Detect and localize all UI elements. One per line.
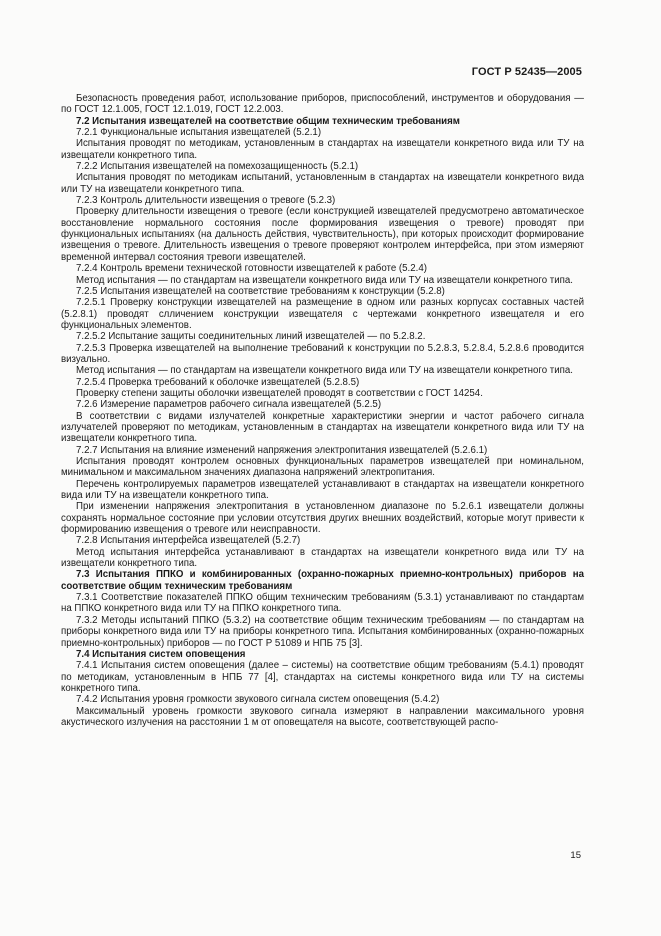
section-heading: 7.4 Испытания систем оповещения <box>76 648 246 660</box>
page-number: 15 <box>570 850 581 861</box>
paragraph: 7.4.2 Испытания уровня громкости звукового сигнала систем оповещения (5.4.2) <box>76 694 440 706</box>
paragraph: При изменении напряжения электропитания в установленном диапазоне по 5.2.6.1 извещатели должны сохранять нормальное состояние при условии отсутствия других внешних воздействий, которые могут привести к формированию извещения о тревоге или неисправности. <box>61 501 584 536</box>
paragraph: 7.2.1 Функциональные испытания извещателей (5.2.1) <box>76 127 322 139</box>
paragraph: Испытания проводят по методикам испытаний, установленным в стандартах на извещатели конкретного вида или ТУ на извещатели конкретного типа. <box>61 172 584 195</box>
paragraph: 7.2.6 Измерение параметров рабочего сигнала извещателей (5.2.5) <box>76 399 382 411</box>
paragraph: 7.2.3 Контроль длительности извещения о тревоге (5.2.3) <box>76 195 336 207</box>
paragraph: 7.2.2 Испытания извещателей на помехозащищенность (5.2.1) <box>76 161 359 173</box>
paragraph: 7.2.8 Испытания интерфейса извещателей (5.2.7) <box>76 535 301 547</box>
paragraph: 7.2.5.2 Испытание защиты соединительных линий извещателей — по 5.2.8.2. <box>76 331 426 343</box>
paragraph: 7.3.2 Методы испытаний ППКО (5.3.2) на соответствие общим техническим требованиям — по стандартам на приборы конкретного вида или ТУ на приборы конкретного типа. Испытания комбинированных (охранно-пожарных приемно-контрольных) приборов — по ГОСТ Р 51089 и НПБ 75 [3]. <box>61 614 584 649</box>
paragraph: Безопасность проведения работ, использование приборов, приспособлений, инструментов и оборудования — по ГОСТ 12.1.005, ГОСТ 12.1.019, ГОСТ 12.2.003. <box>61 93 584 116</box>
paragraph: 7.2.4 Контроль времени технической готовности извещателей к работе (5.2.4) <box>76 263 427 275</box>
paragraph: 7.2.5.4 Проверка требований к оболочке извещателей (5.2.8.5) <box>76 376 360 388</box>
paragraph: Максимальный уровень громкости звукового сигнала измеряют в направлении максимального уровня акустического излучения на расстоянии 1 м от оповещателя на высоте, соответствующей распо- <box>61 705 584 728</box>
paragraph: Испытания проводят контролем основных функциональных параметров извещателей при номинальном, минимальном и максимальном значениях диапазона напряжений электропитания. <box>61 456 584 479</box>
paragraph: 7.4.1 Испытания систем оповещения (далее – системы) на соответствие общим требованиям (5.4.1) проводят по методикам, установленным в НПБ 77 [4], стандартах на системы конкретного вида или ТУ на системы конкретного типа. <box>61 660 584 694</box>
section-heading: 7.3 Испытания ППКО и комбинированных (охранно-пожарных приемно-контрольных) приборов на соответствие общим техническим требованиям <box>61 569 584 592</box>
paragraph: 7.3.1 Соответствие показателей ППКО общим техническим требованиям (5.3.1) устанавливают по стандартам на ППКО конкретного вида или ТУ на ППКО конкретного типа. <box>61 592 584 615</box>
paragraph: 7.2.5 Испытания извещателей на соответствие требованиям к конструкции (5.2.8) <box>76 285 445 297</box>
paragraph: Испытания проводят по методикам, установленным в стандартах на извещатели конкретного вида или ТУ на извещатели конкретного типа. <box>61 138 584 161</box>
document-header: ГОСТ Р 52435—2005 <box>471 66 582 78</box>
paragraph: 7.2.7 Испытания на влияние изменений напряжения электропитания извещателей (5.2.6.1) <box>76 444 488 456</box>
paragraph: Проверку длительности извещения о тревоге (если конструкцией извещателей предусмотрено автоматическое восстановление нормального состояния после формирования извещения о тревоге) проводят при функциональных испытаниях (на дальность действия, чувствительность), при которых происходит формирование извещения о тревоге. Длительность извещения о тревоге проверяют контролем интерфейса, при этом измеряют временной интервал состояния тревоги извещателей. <box>61 206 584 263</box>
paragraph: Перечень контролируемых параметров извещателей устанавливают в стандартах на извещатели конкретного вида или ТУ на извещатели конкретного типа. <box>61 478 584 502</box>
paragraph: Метод испытания интерфейса устанавливают в стандартах на извещатели конкретного вида или ТУ на извещатели конкретного типа. <box>61 546 584 570</box>
section-heading: 7.2 Испытания извещателей на соответствие общим техническим требованиям <box>76 115 460 127</box>
paragraph: 7.2.5.3 Проверка извещателей на выполнение требований к конструкции по 5.2.8.3, 5.2.8.4, 5.2.8.6 проводится визуально. <box>61 342 584 365</box>
paragraph: 7.2.5.1 Проверку конструкции извещателей на размещение в одном или разных корпусах составных частей (5.2.8.1) проводят слличением конструкции извещателя с чертежами конкретного извещателя и его функциональных элементов. <box>61 297 584 331</box>
paragraph: Метод испытания — по стандартам на извещатели конкретного вида или ТУ на извещатели конкретного типа. <box>76 274 573 286</box>
paragraph: Проверку степени защиты оболочки извещателей проводят в соответствии с ГОСТ 14254. <box>76 387 483 399</box>
paragraph: В соответствии с видами излучателей конкретные характеристики энергии и частот рабочего сигнала излучателей проверяют по методикам, установленным в стандартах на извещатели конкретного вида или ТУ на извещатели конкретного типа. <box>61 410 584 445</box>
document-body <box>61 93 584 728</box>
paragraph: Метод испытания — по стандартам на извещатели конкретного вида или ТУ на извещатели конкретного типа. <box>76 365 573 377</box>
